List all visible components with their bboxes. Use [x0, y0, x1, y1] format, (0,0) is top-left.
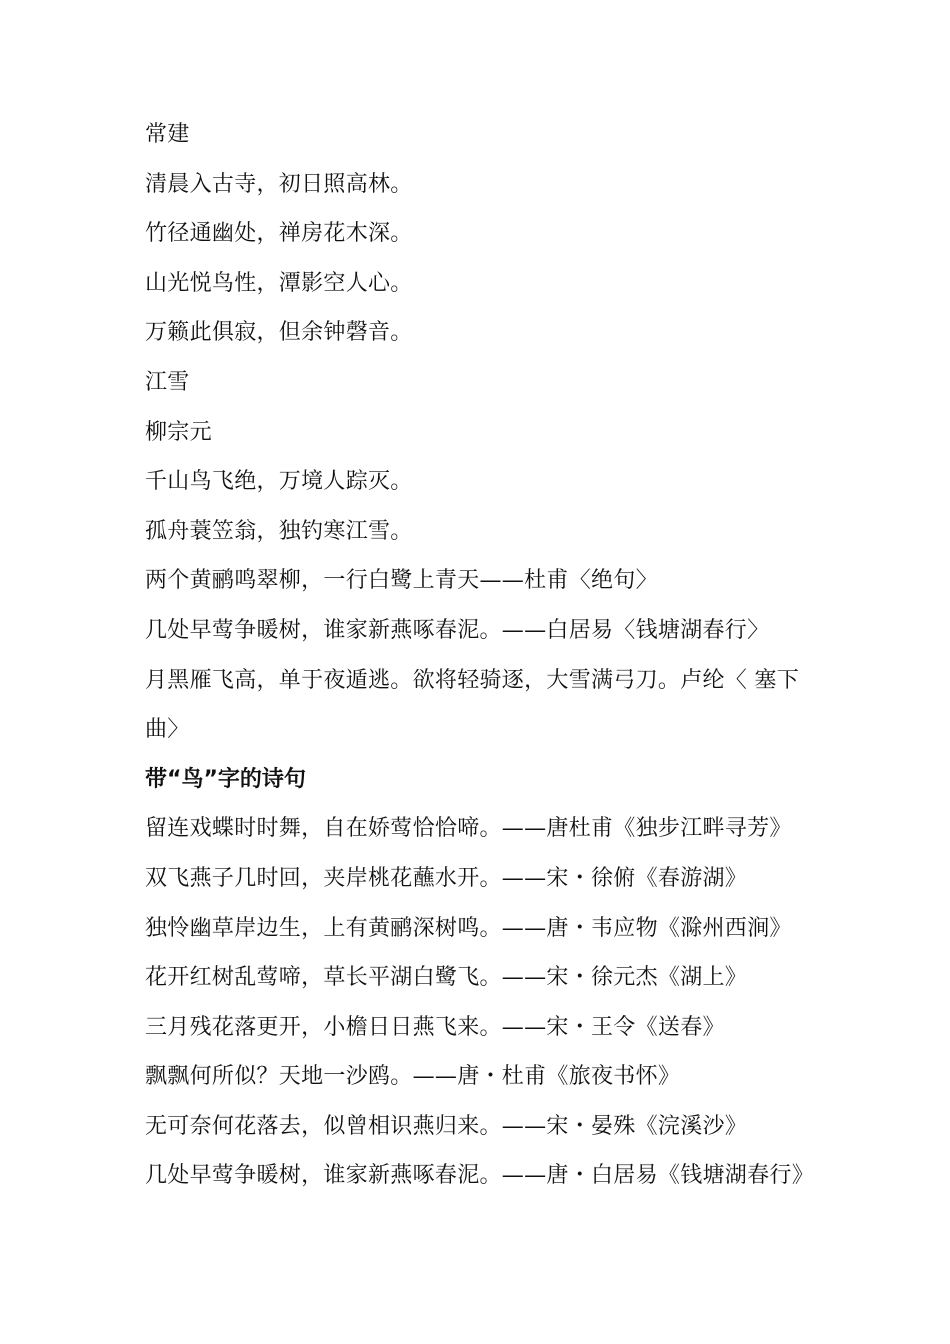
poem1-line: 山光悦鸟性，潭影空人心。 [145, 270, 413, 296]
poem1-line: 万籁此俱寂，但余钟磬音。 [145, 320, 413, 346]
section-heading: 带“鸟”字的诗句 [145, 766, 306, 792]
section-line: 几处早莺争暖树，谁家新燕啄春泥。——唐・白居易《钱塘湖春行》 [145, 1163, 815, 1189]
section-line: 无可奈何花落去，似曾相识燕归来。——宋・晏殊《浣溪沙》 [145, 1113, 748, 1139]
document-body [145, 110, 815, 1201]
section-line: 飘飘何所似？天地一沙鸥。——唐・杜甫《旅夜书怀》 [145, 1064, 681, 1090]
quote-line: 几处早莺争暖树，谁家新燕啄春泥。——白居易〈钱塘湖春行〉 [145, 617, 770, 643]
quote-line: 曲〉 [145, 717, 190, 743]
poem1-line: 清晨入古寺，初日照高林。 [145, 171, 413, 197]
poem1-line: 竹径通幽处，禅房花木深。 [145, 221, 413, 247]
quote-line: 两个黄鹂鸣翠柳，一行白鹭上青天——杜甫〈绝句〉 [145, 568, 658, 594]
section-line: 双飞燕子几时回，夹岸桃花蘸水开。——宋・徐俯《春游湖》 [145, 865, 748, 891]
section-line: 独怜幽草岸边生，上有黄鹂深树鸣。——唐・韦应物《滁州西涧》 [145, 915, 792, 941]
section-line: 花开红树乱莺啼，草长平湖白鹭飞。——宋・徐元杰《湖上》 [145, 965, 748, 991]
poem2-author: 柳宗元 [145, 419, 212, 445]
section-line: 留连戏蝶时时舞，自在娇莺恰恰啼。——唐杜甫《独步江畔寻芳》 [145, 816, 792, 842]
poem2-title: 江雪 [145, 369, 190, 395]
section-line: 三月残花落更开，小檐日日燕飞来。——宋・王令《送春》 [145, 1014, 725, 1040]
poem2-line: 孤舟蓑笠翁，独钓寒江雪。 [145, 518, 413, 544]
poem1-author: 常建 [145, 122, 190, 147]
poem2-line: 千山鸟飞绝，万境人踪灭。 [145, 469, 413, 495]
quote-line: 月黑雁飞高，单于夜遁逃。欲将轻骑逐，大雪满弓刀。卢纶〈 塞下 [145, 667, 799, 693]
